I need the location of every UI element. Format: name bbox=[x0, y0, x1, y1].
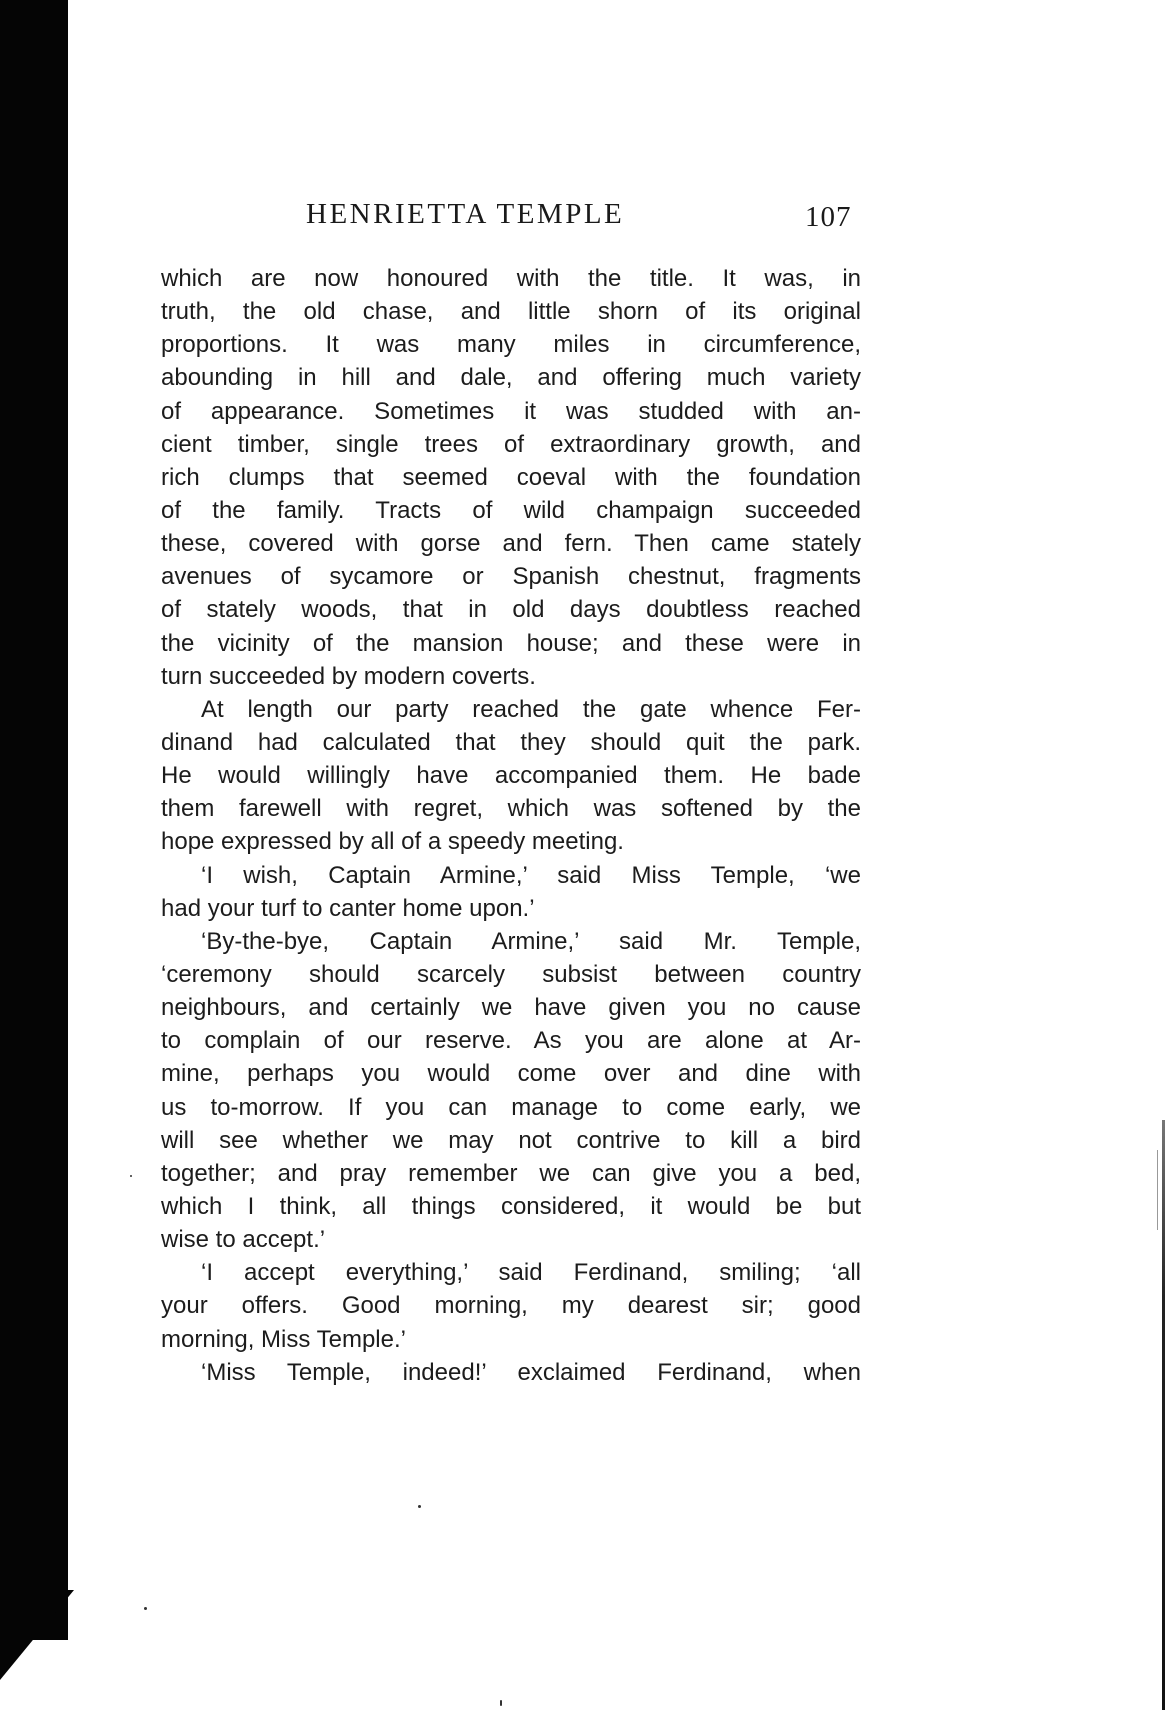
dust-speck bbox=[418, 1505, 421, 1508]
text-line: He would willingly have accompanied them. He bade bbox=[161, 762, 861, 790]
text-line: these, covered with gorse and fern. Then came stately bbox=[161, 530, 861, 558]
text-line: avenues of sycamore or Spanish chestnut, fragments bbox=[161, 563, 861, 591]
page-header bbox=[160, 198, 860, 238]
text-line: us to-morrow. If you can manage to come early, we bbox=[161, 1093, 861, 1121]
text-line: hope expressed by all of a speedy meeting. bbox=[161, 828, 624, 856]
text-line: which are now honoured with the title. It was, in bbox=[161, 265, 861, 292]
text-line: of the family. Tracts of wild champaign succeeded bbox=[161, 496, 861, 524]
text-line: ‘By-the-bye, Captain Armine,’ said Mr. Temple, bbox=[201, 927, 861, 955]
text-line: cient timber, single trees of extraordinary growth, and bbox=[161, 430, 861, 458]
text-line: rich clumps that seemed coeval with the foundation bbox=[161, 463, 861, 491]
text-line: together; and pray remember we can give you a bed, bbox=[161, 1159, 861, 1187]
text-line: wise to accept.’ bbox=[161, 1226, 326, 1254]
dust-speck bbox=[130, 1175, 132, 1177]
text-line: mine, perhaps you would come over and dine with bbox=[161, 1060, 861, 1088]
text-line: had your turf to canter home upon.’ bbox=[161, 894, 535, 922]
text-line: ‘Miss Temple, indeed!’ exclaimed Ferdinand, when bbox=[201, 1358, 861, 1386]
text-line: ‘ceremony should scarcely subsist between country bbox=[161, 960, 861, 988]
page-number: 107 bbox=[805, 201, 852, 233]
text-line: ‘I wish, Captain Armine,’ said Miss Temple, ‘we bbox=[201, 861, 861, 889]
text-line: the vicinity of the mansion house; and these were in bbox=[161, 629, 861, 657]
binding-shadow bbox=[0, 0, 68, 1640]
dust-speck bbox=[144, 1607, 147, 1610]
text-line: turn succeeded by modern coverts. bbox=[161, 662, 536, 690]
text-line: will see whether we may not contrive to kill a bird bbox=[161, 1126, 861, 1154]
text-line: truth, the old chase, and little shorn of its original bbox=[161, 298, 861, 326]
dust-speck bbox=[500, 1700, 502, 1706]
running-title: HENRIETTA TEMPLE bbox=[306, 198, 625, 230]
page-edge-line-faint bbox=[1157, 1150, 1158, 1230]
text-line: ‘I accept everything,’ said Ferdinand, smiling; ‘all bbox=[201, 1259, 861, 1287]
page-edge-line bbox=[1162, 1120, 1165, 1710]
text-line: abounding in hill and dale, and offering much variety bbox=[161, 364, 861, 392]
text-line: your offers. Good morning, my dearest sir; good bbox=[161, 1292, 861, 1320]
text-line: proportions. It was many miles in circumference, bbox=[161, 331, 861, 359]
text-line: to complain of our reserve. As you are alone at Ar- bbox=[161, 1027, 861, 1055]
text-line: of stately woods, that in old days doubtless reached bbox=[161, 596, 861, 624]
text-line: neighbours, and certainly we have given you no cause bbox=[161, 994, 861, 1022]
body-text bbox=[161, 262, 861, 1389]
text-line: them farewell with regret, which was softened by the bbox=[161, 795, 861, 823]
binding-shadow-tail bbox=[0, 1590, 74, 1680]
text-line: dinand had calculated that they should quit the park. bbox=[161, 728, 861, 756]
text-line: of appearance. Sometimes it was studded with an- bbox=[161, 397, 861, 425]
text-line: which I think, all things considered, it would be but bbox=[161, 1192, 861, 1220]
text-line: At length our party reached the gate whence Fer- bbox=[201, 695, 861, 723]
text-line: morning, Miss Temple.’ bbox=[161, 1325, 406, 1353]
